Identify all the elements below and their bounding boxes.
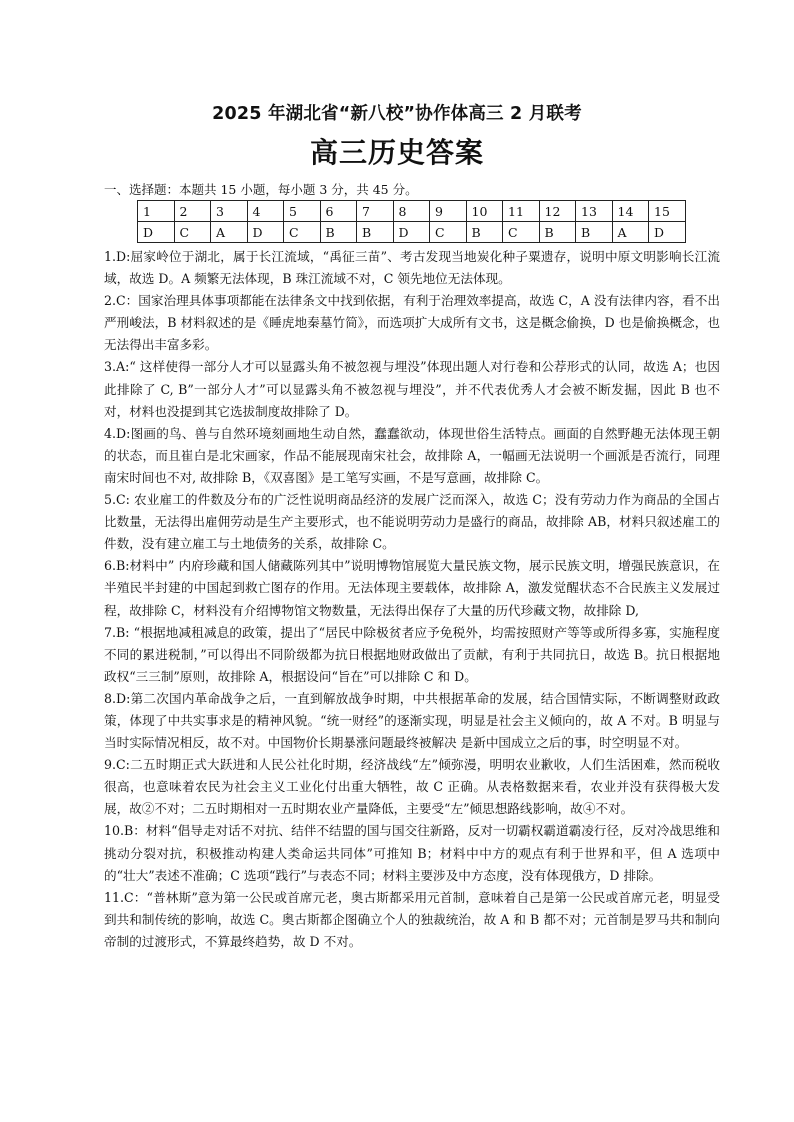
- answer-cell: B: [466, 222, 503, 243]
- question-number-cell: 3: [211, 201, 248, 222]
- question-number-cell: 10: [466, 201, 503, 222]
- question-number-cell: 13: [576, 201, 613, 222]
- question-number-cell: 6: [320, 201, 357, 222]
- question-number-cell: 1: [138, 201, 175, 222]
- exam-title: 2025 年湖北省“新八校”协作体高三 2 月联考: [212, 104, 582, 124]
- answer-cell: D: [649, 222, 686, 243]
- explanation-paragraph: 10.B：材料“倡导走对话不对抗、结伴不结盟的国与国交往新路，反对一切霸权霸道霸凌行径，反对冷战思维和挑动分裂对抗，积极推动构建人类命运共同体”可推知 B；材料中中方的观点有利于世界和平，但 A 选项中的“壮大”表述不准确；C 选项“践行”与表态不同；材料主要涉及中方态度，没有体现俄方，D 排除。: [104, 823, 720, 883]
- answer-cell: A: [211, 222, 248, 243]
- answer-cell: D: [393, 222, 430, 243]
- section-heading: 一、选择题：本题共 15 小题，每小题 3 分，共 45 分。: [104, 182, 418, 197]
- answer-table: [137, 200, 686, 243]
- answer-cell: C: [174, 222, 211, 243]
- question-number-cell: 11: [503, 201, 540, 222]
- answer-cell: B: [576, 222, 613, 243]
- explanation-paragraph: 3.A:“ 这样使得一部分人才可以显露头角不被忽视与埋没”体现出题人对行卷和公荐形式的认同，故选 A；也因此排除了 C, B”一部分人才”可以显露头角不被忽视与埋没”，并不代表优秀人才会被不断发掘，因此 B 也不对，材料也没提到其它选拔制度故排除了 D。: [104, 359, 720, 419]
- answer-cell: B: [357, 222, 394, 243]
- answer-cell: D: [138, 222, 175, 243]
- explanation-paragraph: 1.D:屈家岭位于湖北，属于长江流域，“禹征三苗”、考古发现当地炭化种子粟遗存，说明中原文明影响长江流域，故选 D。A 频繁无法体现，B 珠江流域不对，C 领先地位无法体现。: [104, 249, 720, 287]
- explanation-paragraph: 8.D:第二次国内革命战争之后，一直到解放战争时期，中共根据革命的发展，结合国情实际，不断调整财政政策，体现了中共实事求是的精神风貌。“统一财经”的逐渐实现，明显是社会主义倾向的，故 A 不对。B 明显与当时实际情况相反，故不对。中国物价长期暴涨问题最终被解决 是新中国成立之后的事，时空明显不对。: [104, 690, 720, 751]
- explanation-paragraph: 7.B: “根据地减租减息的政策，提出了“居民中除极贫者应予免税外，均需按照财产等等或所得多寡，实施程度不同的累进税制，”可以得出不同阶级都为抗日根据地财政做出了贡献，有利于共同抗日，故选 B。抗日根据地政权“三三制”原则，故排除 A，根据设问“旨在”可以排除 C 和 D。: [104, 624, 720, 684]
- question-number-cell: 12: [539, 201, 576, 222]
- explanation-paragraph: 11.C：“普林斯”意为第一公民或首席元老，奥古斯都采用元首制，意味着自己是第一公民或首席元老，明显受到共和制传统的影响，故选 C。奥古斯都企图确立个人的独裁统治，故 A 和 B 都不对；元首制是罗马共和制向帝制的过渡形式，不算最终趋势，故 D 不对。: [104, 889, 720, 949]
- question-number-cell: 9: [430, 201, 467, 222]
- question-number-cell: 2: [174, 201, 211, 222]
- answer-cell: B: [539, 222, 576, 243]
- answer-cell: A: [612, 222, 649, 243]
- page-title: 高三历史答案: [309, 136, 484, 169]
- explanation-paragraph: 4.D:图画的鸟、兽与自然环境刻画地生动自然，蠢蠢欲动，体现世俗生活特点。画面的自然野趣无法体现王朝的状态，而且崔白是北宋画家，作品不能展现南宋社会，故排除 A，一幅画无法说明一个画派是否流行，同理南宋时间也不对, 故排除 B，《双喜图》是工笔写实画，不是写意画，故排除 C。: [104, 425, 720, 485]
- answer-cell: C: [284, 222, 321, 243]
- question-number-cell: 15: [649, 201, 686, 222]
- explanation-paragraph: 2.C：国家治理具体事项都能在法律条文中找到依据，有利于治理效率提高，故选 C，A 没有法律内容，看不出严刑峻法，B 材料叙述的是《睡虎地秦墓竹简》，而选项扩大成所有文书，这是概念偷换，D 也是偷换概念，也无法得出丰富多彩。: [104, 293, 720, 353]
- explanation-paragraph: 5.C: 农业雇工的件数及分布的广泛性说明商品经济的发展广泛而深入，故选 C；没有劳动力作为商品的全国占比数量，无法得出雇佣劳动是生产主要形式，也不能说明劳动力是盛行的商品，故排除 AB，材料只叙述雇工的件数，没有建立雇工与土地债务的关系，故排除 C。: [104, 492, 720, 552]
- answer-cell: C: [503, 222, 540, 243]
- question-number-cell: 14: [612, 201, 649, 222]
- question-number-cell: 5: [284, 201, 321, 222]
- question-number-cell: 4: [247, 201, 284, 222]
- explanation-paragraph: 6.B:材料中” 内府珍藏和国人储藏陈列其中”说明博物馆展览大量民族文物，展示民族文明，增强民族意识，在半殖民半封建的中国起到救亡图存的作用。无法体现主要载体，故排除 A，激发觉醒状态不合民族主义发展过程，故排除 C，材料没有介绍博物馆文物数量，无法得出保存了大量的历代珍藏文物，故排除 D,: [104, 558, 720, 618]
- answer-cell: B: [320, 222, 357, 243]
- answer-table-number-row: [138, 201, 686, 222]
- question-number-cell: 7: [357, 201, 394, 222]
- answer-cell: C: [430, 222, 467, 243]
- answer-table-answer-row: [138, 222, 686, 243]
- question-number-cell: 8: [393, 201, 430, 222]
- explanations: [104, 246, 720, 953]
- explanation-paragraph: 9.C:二五时期正式大跃进和人民公社化时期，经济战线“左”倾弥漫，明明农业歉收，人们生活困难，然而税收很高，也意味着农民为社会主义工业化付出重大牺牲，故 C 正确。从表格数据来看，农业并没有获得极大发展，故②不对；二五时期相对一五时期农业产量降低，主要受“左”倾思想路线影响，故④不对。: [104, 757, 720, 817]
- answer-cell: D: [247, 222, 284, 243]
